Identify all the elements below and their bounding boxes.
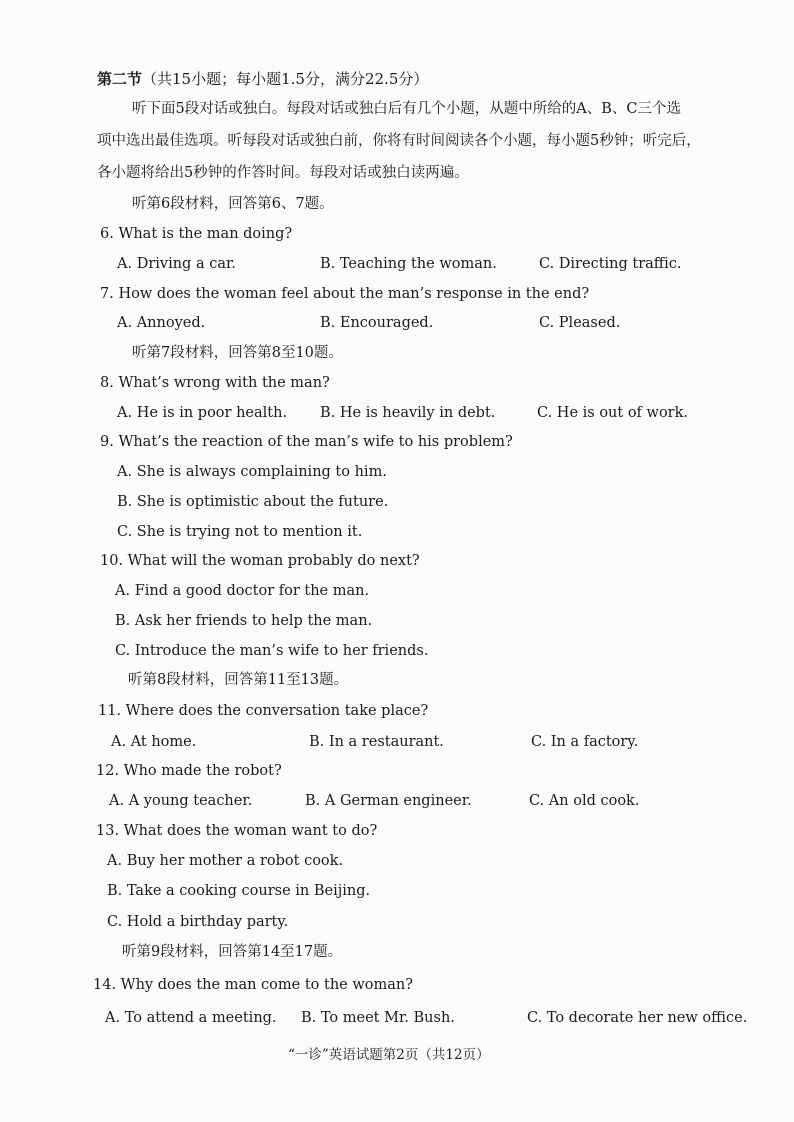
- section-header: [97, 70, 428, 88]
- question-8-stem: 8. What’s wrong with the man?: [100, 375, 330, 391]
- question-10-option-b: B. Ask her friends to help the man.: [115, 613, 373, 629]
- question-14-stem: 14. Why does the man come to the woman?: [93, 977, 414, 993]
- question-9-option-c: C. She is trying not to mention it.: [117, 524, 363, 540]
- question-7-option-c: C. Pleased.: [539, 315, 621, 331]
- section-title: 第二节: [97, 70, 143, 88]
- question-12-option-b: B. A German engineer.: [305, 793, 472, 809]
- question-6-option-b: B. Teaching the woman.: [320, 256, 497, 272]
- question-14-option-b: B. To meet Mr. Bush.: [301, 1010, 455, 1026]
- question-6-option-a: A. Driving a car.: [117, 256, 236, 272]
- question-8-option-b: B. He is heavily in debt.: [320, 405, 496, 421]
- question-8-option-c: C. He is out of work.: [537, 405, 688, 421]
- question-10-option-a: A. Find a good doctor for the man.: [115, 583, 370, 599]
- material-8-intro: 听第8段材料，回答第11至13题。: [128, 672, 349, 688]
- question-12-option-c: C. An old cook.: [529, 793, 640, 809]
- question-13-option-c: C. Hold a birthday party.: [107, 914, 289, 930]
- question-13-stem: 13. What does the woman want to do?: [96, 823, 378, 839]
- question-14-option-a: A. To attend a meeting.: [105, 1010, 277, 1026]
- question-8-option-a: A. He is in poor health.: [117, 405, 288, 421]
- question-14-option-c: C. To decorate her new office.: [527, 1010, 748, 1026]
- question-9-option-a: A. She is always complaining to him.: [117, 464, 387, 480]
- material-6-intro: 听第6段材料，回答第6、7题。: [132, 196, 334, 212]
- question-7-option-b: B. Encouraged.: [320, 315, 434, 331]
- instruction-line-2: 项中选出最佳选项。听每段对话或独白前，你将有时间阅读各个小题，每小题5秒钟；听完后，: [97, 133, 701, 149]
- question-11-option-b: B. In a restaurant.: [309, 734, 444, 750]
- question-11-option-c: C. In a factory.: [531, 734, 639, 750]
- material-7-intro: 听第7段材料，回答第8至10题。: [132, 345, 343, 361]
- question-7-stem: 7. How does the woman feel about the man’s response in the end?: [100, 286, 590, 302]
- question-12-option-a: A. A young teacher.: [109, 793, 253, 809]
- question-13-option-b: B. Take a cooking course in Beijing.: [107, 883, 371, 899]
- question-11-stem: 11. Where does the conversation take place?: [98, 703, 429, 719]
- question-13-option-a: A. Buy her mother a robot cook.: [107, 853, 344, 869]
- instruction-line-3: 各小题将给出5秒钟的作答时间。每段对话或独白读两遍。: [97, 165, 469, 181]
- question-9-stem: 9. What’s the reaction of the man’s wife to his problem?: [100, 434, 513, 450]
- section-note: （共15小题；每小题1.5分，满分22.5分）: [142, 70, 429, 88]
- question-11-option-a: A. At home.: [111, 734, 197, 750]
- question-6-stem: 6. What is the man doing?: [100, 226, 293, 242]
- question-7-option-a: A. Annoyed.: [117, 315, 206, 331]
- question-10-option-c: C. Introduce the man’s wife to her friends.: [115, 643, 429, 659]
- page-footer: “一诊”英语试题第2页（共12页）: [288, 1047, 490, 1063]
- question-6-option-c: C. Directing traffic.: [539, 256, 682, 272]
- material-9-intro: 听第9段材料，回答第14至17题。: [122, 944, 343, 960]
- question-9-option-b: B. She is optimistic about the future.: [117, 494, 389, 510]
- question-12-stem: 12. Who made the robot?: [96, 763, 282, 779]
- question-10-stem: 10. What will the woman probably do next?: [100, 553, 420, 569]
- instruction-line-1: 听下面5段对话或独白。每段对话或独白后有几个小题，从题中所给的A、B、C三个选: [132, 101, 681, 117]
